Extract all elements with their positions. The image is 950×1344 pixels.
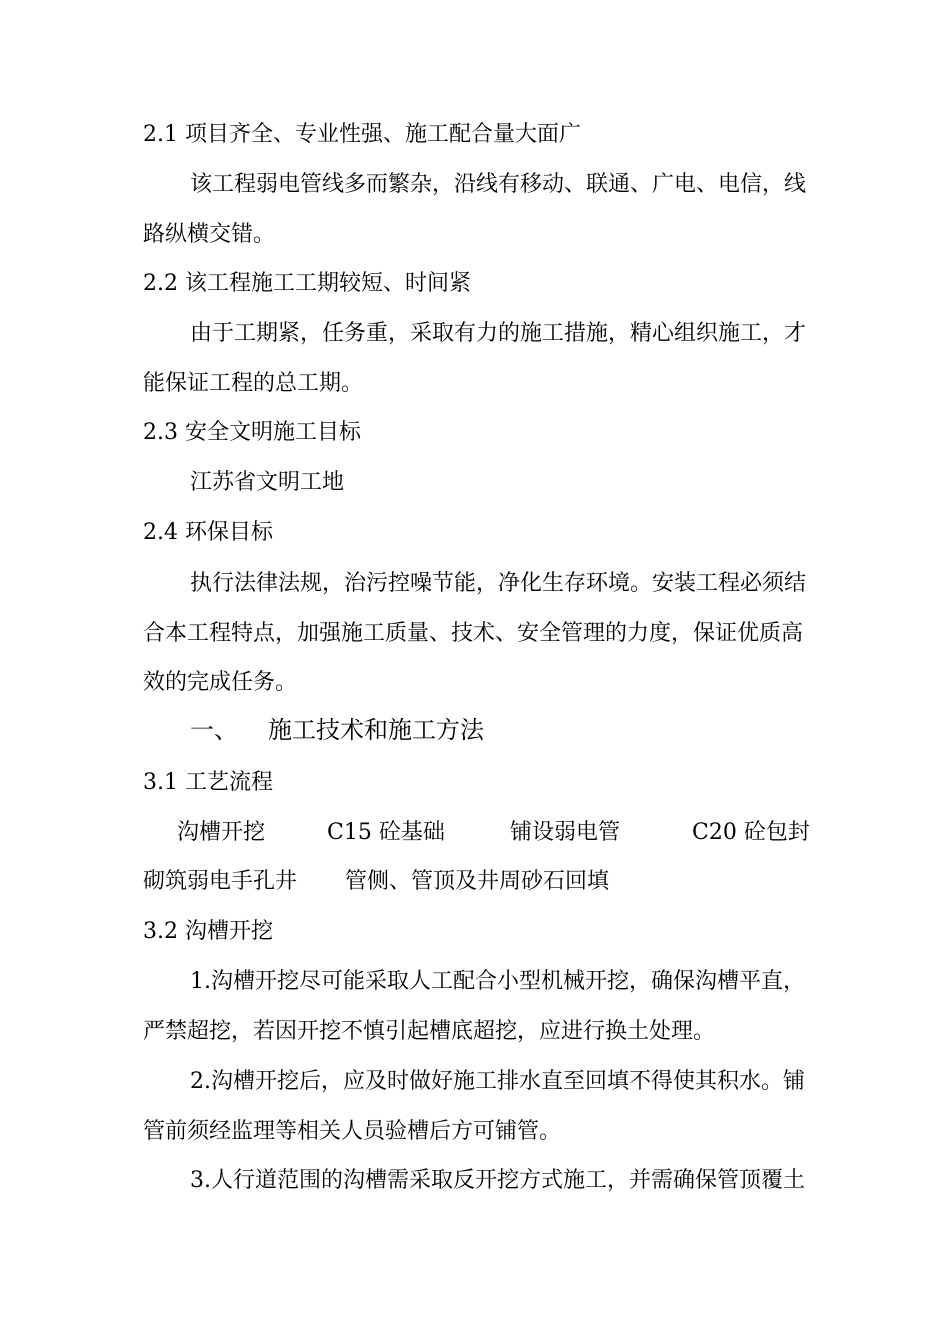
paragraph-line: 能保证工程的总工期。	[143, 371, 364, 396]
paragraph-line: 路纵横交错。	[143, 222, 276, 247]
flow-step: 沟槽开挖	[177, 820, 266, 845]
chapter-title: 施工技术和施工方法	[268, 716, 484, 744]
section-heading-2-1: 2.1 项目齐全、专业性强、施工配合量大面广	[143, 122, 581, 147]
paragraph-line: 3.人行道范围的沟槽需采取反开挖方式施工，并需确保管顶覆土	[190, 1168, 805, 1193]
section-heading-2-4: 2.4 环保目标	[143, 520, 273, 545]
flow-step: C15 砼基础	[327, 820, 445, 845]
section-heading-2-3: 2.3 安全文明施工目标	[143, 420, 361, 445]
paragraph-line: 严禁超挖，若因开挖不慎引起槽底超挖，应进行换土处理。	[143, 1019, 716, 1044]
section-heading-3-1: 3.1 工艺流程	[143, 770, 273, 795]
flow-step: 管侧、管顶及井周砂石回填	[345, 869, 610, 894]
paragraph-line: 2.沟槽开挖后，应及时做好施工排水直至回填不得使其积水。铺	[190, 1069, 805, 1094]
paragraph-line: 由于工期紧，任务重，采取有力的施工措施，精心组织施工，才	[190, 321, 807, 346]
flow-step: 铺设弱电管	[510, 820, 621, 845]
paragraph-line: 1.沟槽开挖尽可能采取人工配合小型机械开挖，确保沟槽平直，	[190, 969, 805, 994]
section-heading-2-2: 2.2 该工程施工工期较短、时间紧	[143, 271, 471, 296]
paragraph-line: 执行法律法规，治污控噪节能，净化生存环境。安装工程必须结	[190, 571, 807, 596]
paragraph-line: 合本工程特点，加强施工质量、技术、安全管理的力度，保证优质高	[143, 621, 804, 646]
paragraph-line: 管前须经监理等相关人员验槽后方可铺管。	[143, 1119, 562, 1144]
chapter-number: 一、	[190, 716, 238, 744]
section-heading-3-2: 3.2 沟槽开挖	[143, 919, 273, 944]
paragraph-line: 该工程弱电管线多而繁杂，沿线有移动、联通、广电、电信，线	[190, 172, 807, 197]
flow-step: C20 砼包封	[692, 820, 810, 845]
paragraph-line: 效的完成任务。	[143, 670, 298, 695]
paragraph-line: 江苏省文明工地	[190, 470, 345, 495]
flow-step: 砌筑弱电手孔井	[143, 869, 298, 894]
